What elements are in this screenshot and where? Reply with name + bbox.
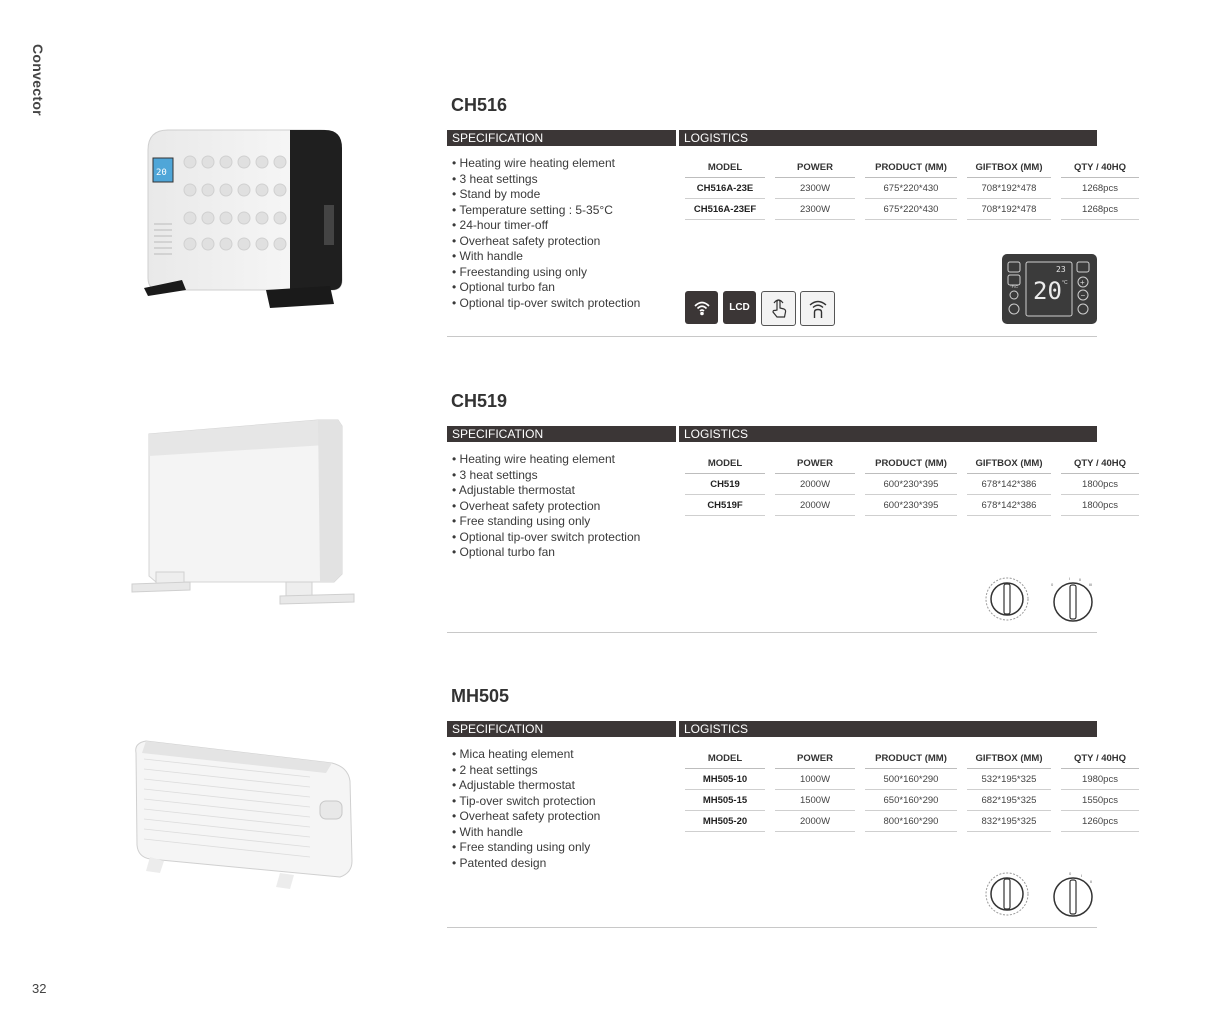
- feature-item: • Tip-over switch protection: [452, 794, 600, 810]
- feature-item: • With handle: [452, 825, 600, 841]
- cell-product: 800*160*290: [865, 811, 957, 832]
- cell-model: CH519F: [685, 495, 765, 516]
- cell-giftbox: 708*192*478: [967, 178, 1051, 199]
- thermostat-knob-icon: [982, 574, 1032, 624]
- unit-toggle-text: °F/C: [1010, 284, 1019, 289]
- knob-mark-2: II: [1079, 577, 1082, 582]
- touch-icon: [761, 291, 796, 326]
- logistics-bar: LOGISTICS: [679, 130, 1097, 146]
- ch519-heater-image: [120, 386, 370, 676]
- logistics-bar: LOGISTICS: [679, 426, 1097, 442]
- section-title: Convector: [30, 44, 46, 116]
- svg-text:+: +: [1080, 278, 1085, 287]
- feature-item: • Patented design: [452, 856, 600, 872]
- cell-product: 675*220*430: [865, 178, 957, 199]
- header-qty: QTY / 40HQ: [1061, 454, 1139, 474]
- cell-power: 1500W: [775, 790, 855, 811]
- set-temperature-display: 23: [1056, 265, 1066, 274]
- feature-list: [452, 156, 640, 311]
- cell-qty: 1550pcs: [1061, 790, 1139, 811]
- header-product: PRODUCT (MM): [865, 454, 957, 474]
- specification-bar: SPECIFICATION: [447, 130, 676, 146]
- mh505-heater-image: [120, 681, 370, 971]
- model-title: CH516: [451, 95, 508, 115]
- header-power: POWER: [775, 454, 855, 474]
- table-row: [685, 790, 1139, 811]
- product-ch516: [0, 90, 1219, 380]
- section-divider: [447, 336, 1097, 337]
- feature-item: • Stand by mode: [452, 187, 640, 203]
- feature-item: • Optional tip-over switch protection: [452, 530, 640, 546]
- table-row: [685, 769, 1139, 790]
- ch516-heater-image: [120, 90, 370, 380]
- cell-model: CH516A-23E: [685, 178, 765, 199]
- product-ch519: [0, 386, 1219, 676]
- feature-item: • Optional tip-over switch protection: [452, 296, 640, 312]
- table-row: [685, 178, 1139, 199]
- logistics-table: [685, 454, 1139, 516]
- header-product: PRODUCT (MM): [865, 158, 957, 178]
- feature-item: • Heating wire heating element: [452, 452, 640, 468]
- feature-item: • Freestanding using only: [452, 265, 640, 281]
- cell-power: 1000W: [775, 769, 855, 790]
- cell-model: CH519: [685, 474, 765, 495]
- current-temperature-display: 20: [1033, 277, 1062, 305]
- feature-item: • Adjustable thermostat: [452, 778, 600, 794]
- cell-product: 500*160*290: [865, 769, 957, 790]
- cell-qty: 1800pcs: [1061, 474, 1139, 495]
- cell-power: 2000W: [775, 495, 855, 516]
- model-title: CH519: [451, 391, 508, 411]
- knob-mark-3: III: [1089, 582, 1093, 587]
- header-qty: QTY / 40HQ: [1061, 749, 1139, 769]
- svg-text:20: 20: [156, 168, 167, 178]
- page-number: 32: [32, 981, 47, 996]
- cell-power: 2300W: [775, 199, 855, 220]
- table-row: [685, 199, 1139, 220]
- knob-mark-0: 0: [1051, 582, 1054, 587]
- cell-power: 2000W: [775, 474, 855, 495]
- wifi-icon: [685, 291, 718, 324]
- cell-model: MH505-15: [685, 790, 765, 811]
- cell-qty: 1800pcs: [1061, 495, 1139, 516]
- feature-item: • Temperature setting : 5-35°C: [452, 203, 640, 219]
- knob-mark-1: I: [1081, 873, 1083, 878]
- feature-item: • Free standing using only: [452, 514, 640, 530]
- cell-qty: 1260pcs: [1061, 811, 1139, 832]
- cell-giftbox: 678*142*386: [967, 495, 1051, 516]
- feature-item: • Overheat safety protection: [452, 234, 640, 250]
- feature-item: • Heating wire heating element: [452, 156, 640, 172]
- logistics-bar: LOGISTICS: [679, 721, 1097, 737]
- heat-setting-knob-icon: [1045, 869, 1101, 919]
- feature-item: • 3 heat settings: [452, 172, 640, 188]
- cell-product: 600*230*395: [865, 474, 957, 495]
- cell-giftbox: 678*142*386: [967, 474, 1051, 495]
- cell-power: 2000W: [775, 811, 855, 832]
- specification-bar: SPECIFICATION: [447, 426, 676, 442]
- cell-giftbox: 532*195*325: [967, 769, 1051, 790]
- knob-mark-1: I: [1069, 576, 1071, 581]
- cell-qty: 1980pcs: [1061, 769, 1139, 790]
- cell-giftbox: 708*192*478: [967, 199, 1051, 220]
- header-power: POWER: [775, 158, 855, 178]
- cell-power: 2300W: [775, 178, 855, 199]
- feature-list: [452, 452, 640, 561]
- cell-giftbox: 832*195*325: [967, 811, 1051, 832]
- feature-item: • Optional turbo fan: [452, 280, 640, 296]
- cell-product: 675*220*430: [865, 199, 957, 220]
- lcd-icon: LCD: [723, 291, 756, 324]
- header-model: MODEL: [685, 158, 765, 178]
- feature-list: [452, 747, 600, 871]
- header-giftbox: GIFTBOX (MM): [967, 158, 1051, 178]
- heat-setting-knob-icon: [1045, 574, 1101, 624]
- control-panel-graphic: [1002, 254, 1097, 324]
- header-giftbox: GIFTBOX (MM): [967, 454, 1051, 474]
- svg-text:−: −: [1080, 291, 1086, 300]
- header-model: MODEL: [685, 454, 765, 474]
- header-power: POWER: [775, 749, 855, 769]
- section-divider: [447, 927, 1097, 928]
- feature-item: • Adjustable thermostat: [452, 483, 640, 499]
- table-row: [685, 474, 1139, 495]
- cell-product: 600*230*395: [865, 495, 957, 516]
- specification-bar: SPECIFICATION: [447, 721, 676, 737]
- feature-item: • 24-hour timer-off: [452, 218, 640, 234]
- header-giftbox: GIFTBOX (MM): [967, 749, 1051, 769]
- feature-item: • With handle: [452, 249, 640, 265]
- header-qty: QTY / 40HQ: [1061, 158, 1139, 178]
- feature-item: • Overheat safety protection: [452, 499, 640, 515]
- lcd-control-panel: [1002, 254, 1097, 324]
- feature-item: • Optional turbo fan: [452, 545, 640, 561]
- cell-model: MH505-10: [685, 769, 765, 790]
- cell-qty: 1268pcs: [1061, 199, 1139, 220]
- logistics-table: [685, 749, 1139, 832]
- header-model: MODEL: [685, 749, 765, 769]
- product-mh505: [0, 681, 1219, 971]
- feature-item: • Overheat safety protection: [452, 809, 600, 825]
- table-row: [685, 811, 1139, 832]
- cell-product: 650*160*290: [865, 790, 957, 811]
- section-divider: [447, 632, 1097, 633]
- feature-item: • Free standing using only: [452, 840, 600, 856]
- feature-item: • 3 heat settings: [452, 468, 640, 484]
- cell-model: MH505-20: [685, 811, 765, 832]
- temperature-unit: °C: [1062, 280, 1068, 286]
- cell-qty: 1268pcs: [1061, 178, 1139, 199]
- knob-mark-2: II: [1090, 879, 1093, 884]
- remote-icon: [800, 291, 835, 326]
- feature-item: • Mica heating element: [452, 747, 600, 763]
- thermostat-knob-icon: [982, 869, 1032, 919]
- header-product: PRODUCT (MM): [865, 749, 957, 769]
- logistics-table: [685, 158, 1139, 220]
- knob-mark-0: 0: [1069, 871, 1072, 876]
- cell-model: CH516A-23EF: [685, 199, 765, 220]
- model-title: MH505: [451, 686, 510, 706]
- table-row: [685, 495, 1139, 516]
- cell-giftbox: 682*195*325: [967, 790, 1051, 811]
- feature-item: • 2 heat settings: [452, 763, 600, 779]
